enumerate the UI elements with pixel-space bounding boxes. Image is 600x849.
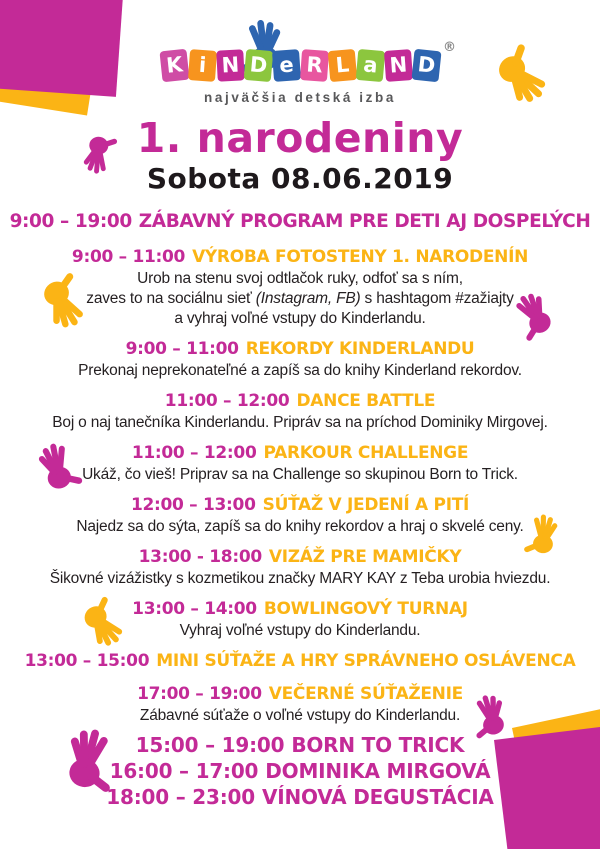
logo-letter-tile: D bbox=[243, 49, 273, 82]
logo-letter-tile: K bbox=[159, 49, 189, 83]
finale-item bbox=[0, 758, 600, 784]
event-time: 11:00 – 12:00 bbox=[164, 391, 290, 411]
logo-letter-tile: D bbox=[411, 49, 441, 83]
event-time: 13:00 – 15:00 bbox=[24, 651, 150, 671]
event-time: 11:00 – 12:00 bbox=[131, 443, 257, 463]
event-title: DOMINIKA MIRGOVÁ bbox=[265, 759, 491, 783]
event-time: 9:00 – 19:00 bbox=[9, 211, 132, 232]
schedule-item bbox=[0, 247, 600, 329]
event-time: 9:00 – 11:00 bbox=[125, 339, 239, 359]
schedule-item bbox=[0, 684, 600, 726]
schedule-item bbox=[0, 209, 600, 235]
event-date: Sobota 08.06.2019 bbox=[146, 162, 454, 195]
event-title: MINI SÚŤAŽE A HRY SPRÁVNEHO OSLÁVENCA bbox=[156, 651, 576, 671]
logo-letter-tile: N bbox=[216, 49, 245, 81]
logo-letter-tile: i bbox=[187, 49, 216, 82]
event-title: VÝROBA FOTOSTENY 1. NARODENÍN bbox=[192, 247, 529, 267]
logo-letter-tile: N bbox=[383, 49, 412, 82]
event-description: Vyhraj voľné vstupy do Kinderlandu. bbox=[179, 622, 421, 639]
schedule-item bbox=[0, 495, 600, 537]
schedule-item bbox=[0, 547, 600, 589]
event-time: 16:00 – 17:00 bbox=[109, 759, 259, 783]
event-time: 13:00 – 14:00 bbox=[132, 599, 257, 619]
logo-letter-tile: R bbox=[299, 49, 328, 82]
schedule-item bbox=[0, 339, 600, 381]
event-description: Šikovné vizážistky s kozmetikou značky MARY KAY z Teba urobia hviezdu. bbox=[49, 570, 551, 587]
event-description: Ukáž, čo vieš! Priprav sa na Challenge so skupinou Born to Trick. bbox=[82, 466, 518, 483]
finale-item bbox=[0, 784, 600, 810]
finale-item bbox=[0, 732, 600, 758]
finale-schedule bbox=[0, 732, 600, 810]
event-title: VIZÁŽ PRE MAMIČKY bbox=[268, 547, 462, 567]
event-title: SÚŤAŽ V JEDENÍ A PITÍ bbox=[262, 495, 470, 515]
event-description: Prekonaj neprekonateľné a zapíš sa do knihy Kinderland rekordov. bbox=[78, 362, 522, 379]
event-title: VEČERNÉ SÚŤAŽENIE bbox=[268, 684, 463, 704]
event-title: REKORDY KINDERLANDU bbox=[245, 339, 475, 359]
schedule-item bbox=[0, 391, 600, 433]
event-description: Urob na stenu svoj odtlačok ruky, odfoť sa s ním, zaves to na sociálnu sieť (Instagram, FB) s hashtagom #zažiajty a vyhraj voľné vstupy do Kinderlandu. bbox=[86, 270, 514, 327]
event-time: 15:00 – 19:00 bbox=[135, 733, 285, 757]
event-title: BORN TO TRICK bbox=[291, 733, 465, 757]
schedule-item bbox=[0, 443, 600, 485]
logo-letter-tile: e bbox=[271, 49, 300, 82]
registered-trademark: ® bbox=[443, 40, 456, 55]
event-time: 12:00 – 13:00 bbox=[130, 495, 256, 515]
page-title: 1. narodeniny bbox=[136, 114, 464, 162]
event-title: PARKOUR CHALLENGE bbox=[263, 443, 469, 463]
event-time: 17:00 – 19:00 bbox=[137, 684, 262, 704]
event-title: VÍNOVÁ DEGUSTÁCIA bbox=[261, 785, 494, 809]
event-description: Najedz sa do sýta, zapíš sa do knihy rekordov a hraj o skvelé ceny. bbox=[76, 518, 524, 535]
schedule-item bbox=[0, 651, 600, 672]
event-time: 9:00 – 11:00 bbox=[71, 247, 186, 267]
event-title: ZÁBAVNÝ PROGRAM PRE DETI AJ DOSPELÝCH bbox=[138, 211, 591, 232]
logo-letter-tile: L bbox=[327, 49, 357, 82]
event-description: Boj o naj tanečníka Kinderlandu. Pripráv sa na príchod Dominiky Mirgovej. bbox=[52, 414, 548, 431]
kinderland-logo bbox=[160, 40, 456, 81]
event-title: DANCE BATTLE bbox=[296, 391, 436, 411]
event-description: Zábavné súťaže o voľné vstupy do Kinderlandu. bbox=[139, 707, 461, 724]
logo-letter-tile: a bbox=[355, 49, 385, 82]
event-time: 18:00 – 23:00 bbox=[106, 785, 255, 809]
event-schedule bbox=[0, 209, 600, 726]
event-title: BOWLINGOVÝ TURNAJ bbox=[263, 599, 468, 619]
logo-tagline: najväčšia detská izba bbox=[204, 90, 396, 105]
event-time: 13:00 - 18:00 bbox=[138, 547, 262, 567]
schedule-item bbox=[0, 599, 600, 641]
